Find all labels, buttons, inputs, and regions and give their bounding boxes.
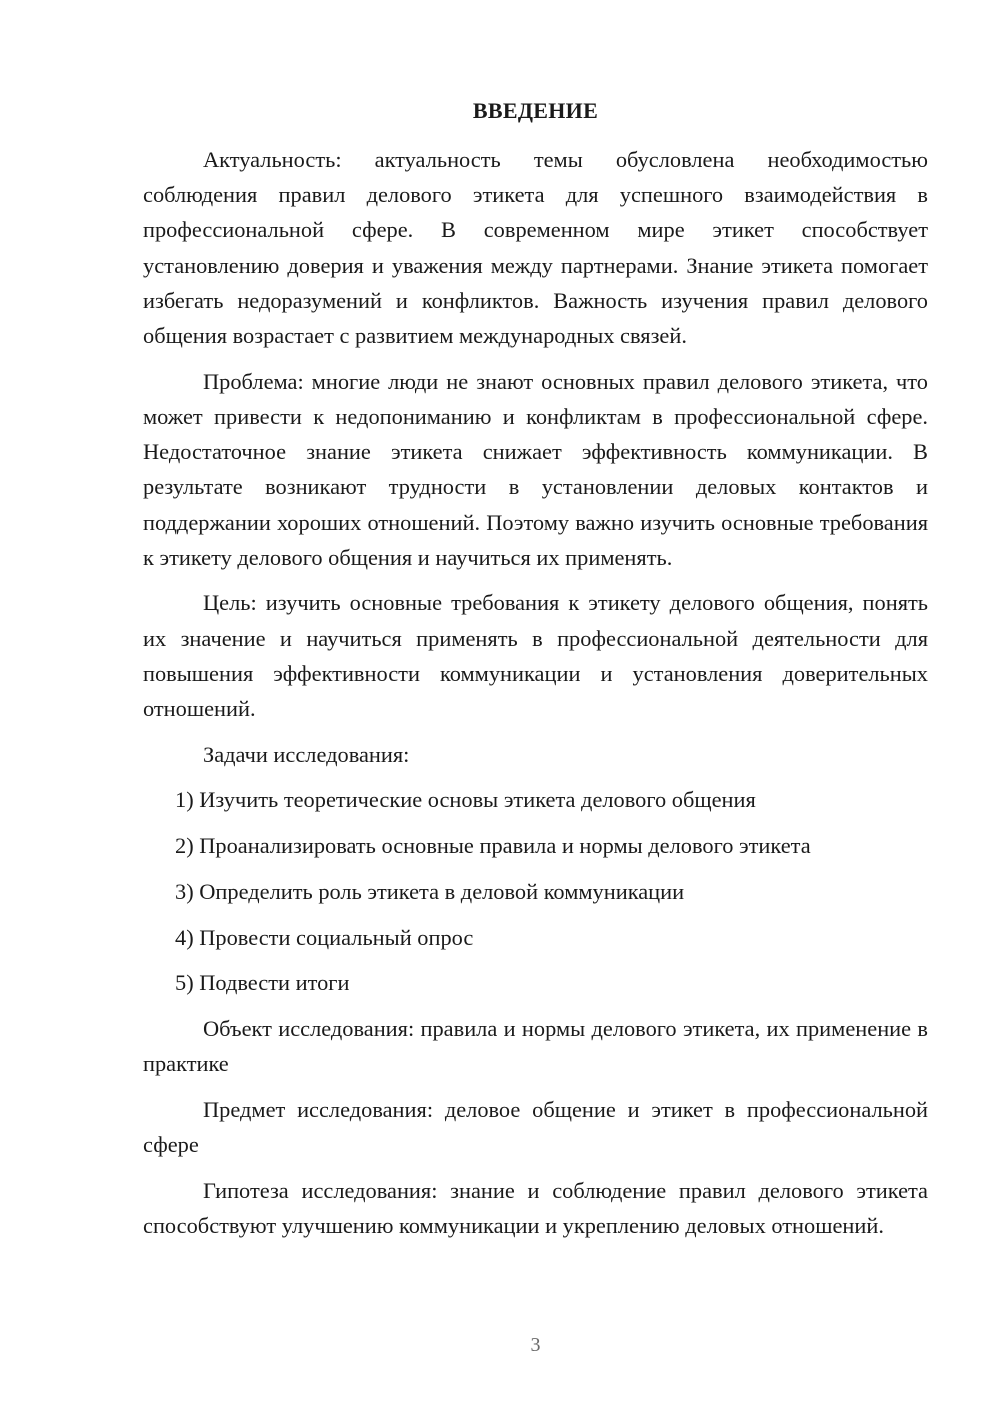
- task-item-3: 3) Определить роль этикета в деловой коммуникации: [175, 878, 685, 904]
- problem-paragraph: Проблема: многие люди не знают основных правил делового этикета, что может привести к недопониманию и конфликтам в профессиональной сфере. Недостаточное знание этикета снижает эффективность коммуникации. В результате возникают трудности в установлении деловых контактов и поддержании хороших отношений. Поэтому важно изучить основные требования к этикету делового общения и научиться их применять.: [143, 368, 928, 570]
- page-title: ВВЕДЕНИЕ: [472, 98, 599, 123]
- task-item-2: 2) Проанализировать основные правила и нормы делового этикета: [175, 833, 811, 859]
- subject-paragraph: Предмет исследования: деловое общение и этикет в профессиональной сфере: [143, 1096, 928, 1158]
- page-number: 3: [530, 1334, 541, 1356]
- hypothesis-paragraph: Гипотеза исследования: знание и соблюдение правил делового этикета способствуют улучшению коммуникации и укреплению деловых отношений.: [143, 1177, 928, 1238]
- task-item-4: 4) Провести социальный опрос: [175, 924, 474, 950]
- tasks-heading: Задачи исследования:: [203, 741, 410, 767]
- object-paragraph: Объект исследования: правила и нормы делового этикета, их применение в практике: [143, 1015, 928, 1077]
- task-item-1: 1) Изучить теоретические основы этикета делового общения: [175, 787, 756, 813]
- goal-paragraph: Цель: изучить основные требования к этикету делового общения, понять их значение и научиться применять в профессиональной деятельности для повышения эффективности коммуникации и установления доверительных отношений.: [143, 590, 928, 722]
- document-page: [143, 0, 928, 1414]
- document-body: [143, 142, 928, 1254]
- task-item-5: 5) Подвести итоги: [175, 970, 350, 996]
- relevance-paragraph: Актуальность: актуальность темы обусловлена необходимостью соблюдения правил делового этикета для успешного взаимодействия в профессиональной сфере. В современном мире этикет способствует установлению доверия и уважения между партнерами. Знание этикета помогает избегать недоразумений и конфликтов. Важность изучения правил делового общения возрастает с развитием международных связей.: [143, 147, 928, 349]
